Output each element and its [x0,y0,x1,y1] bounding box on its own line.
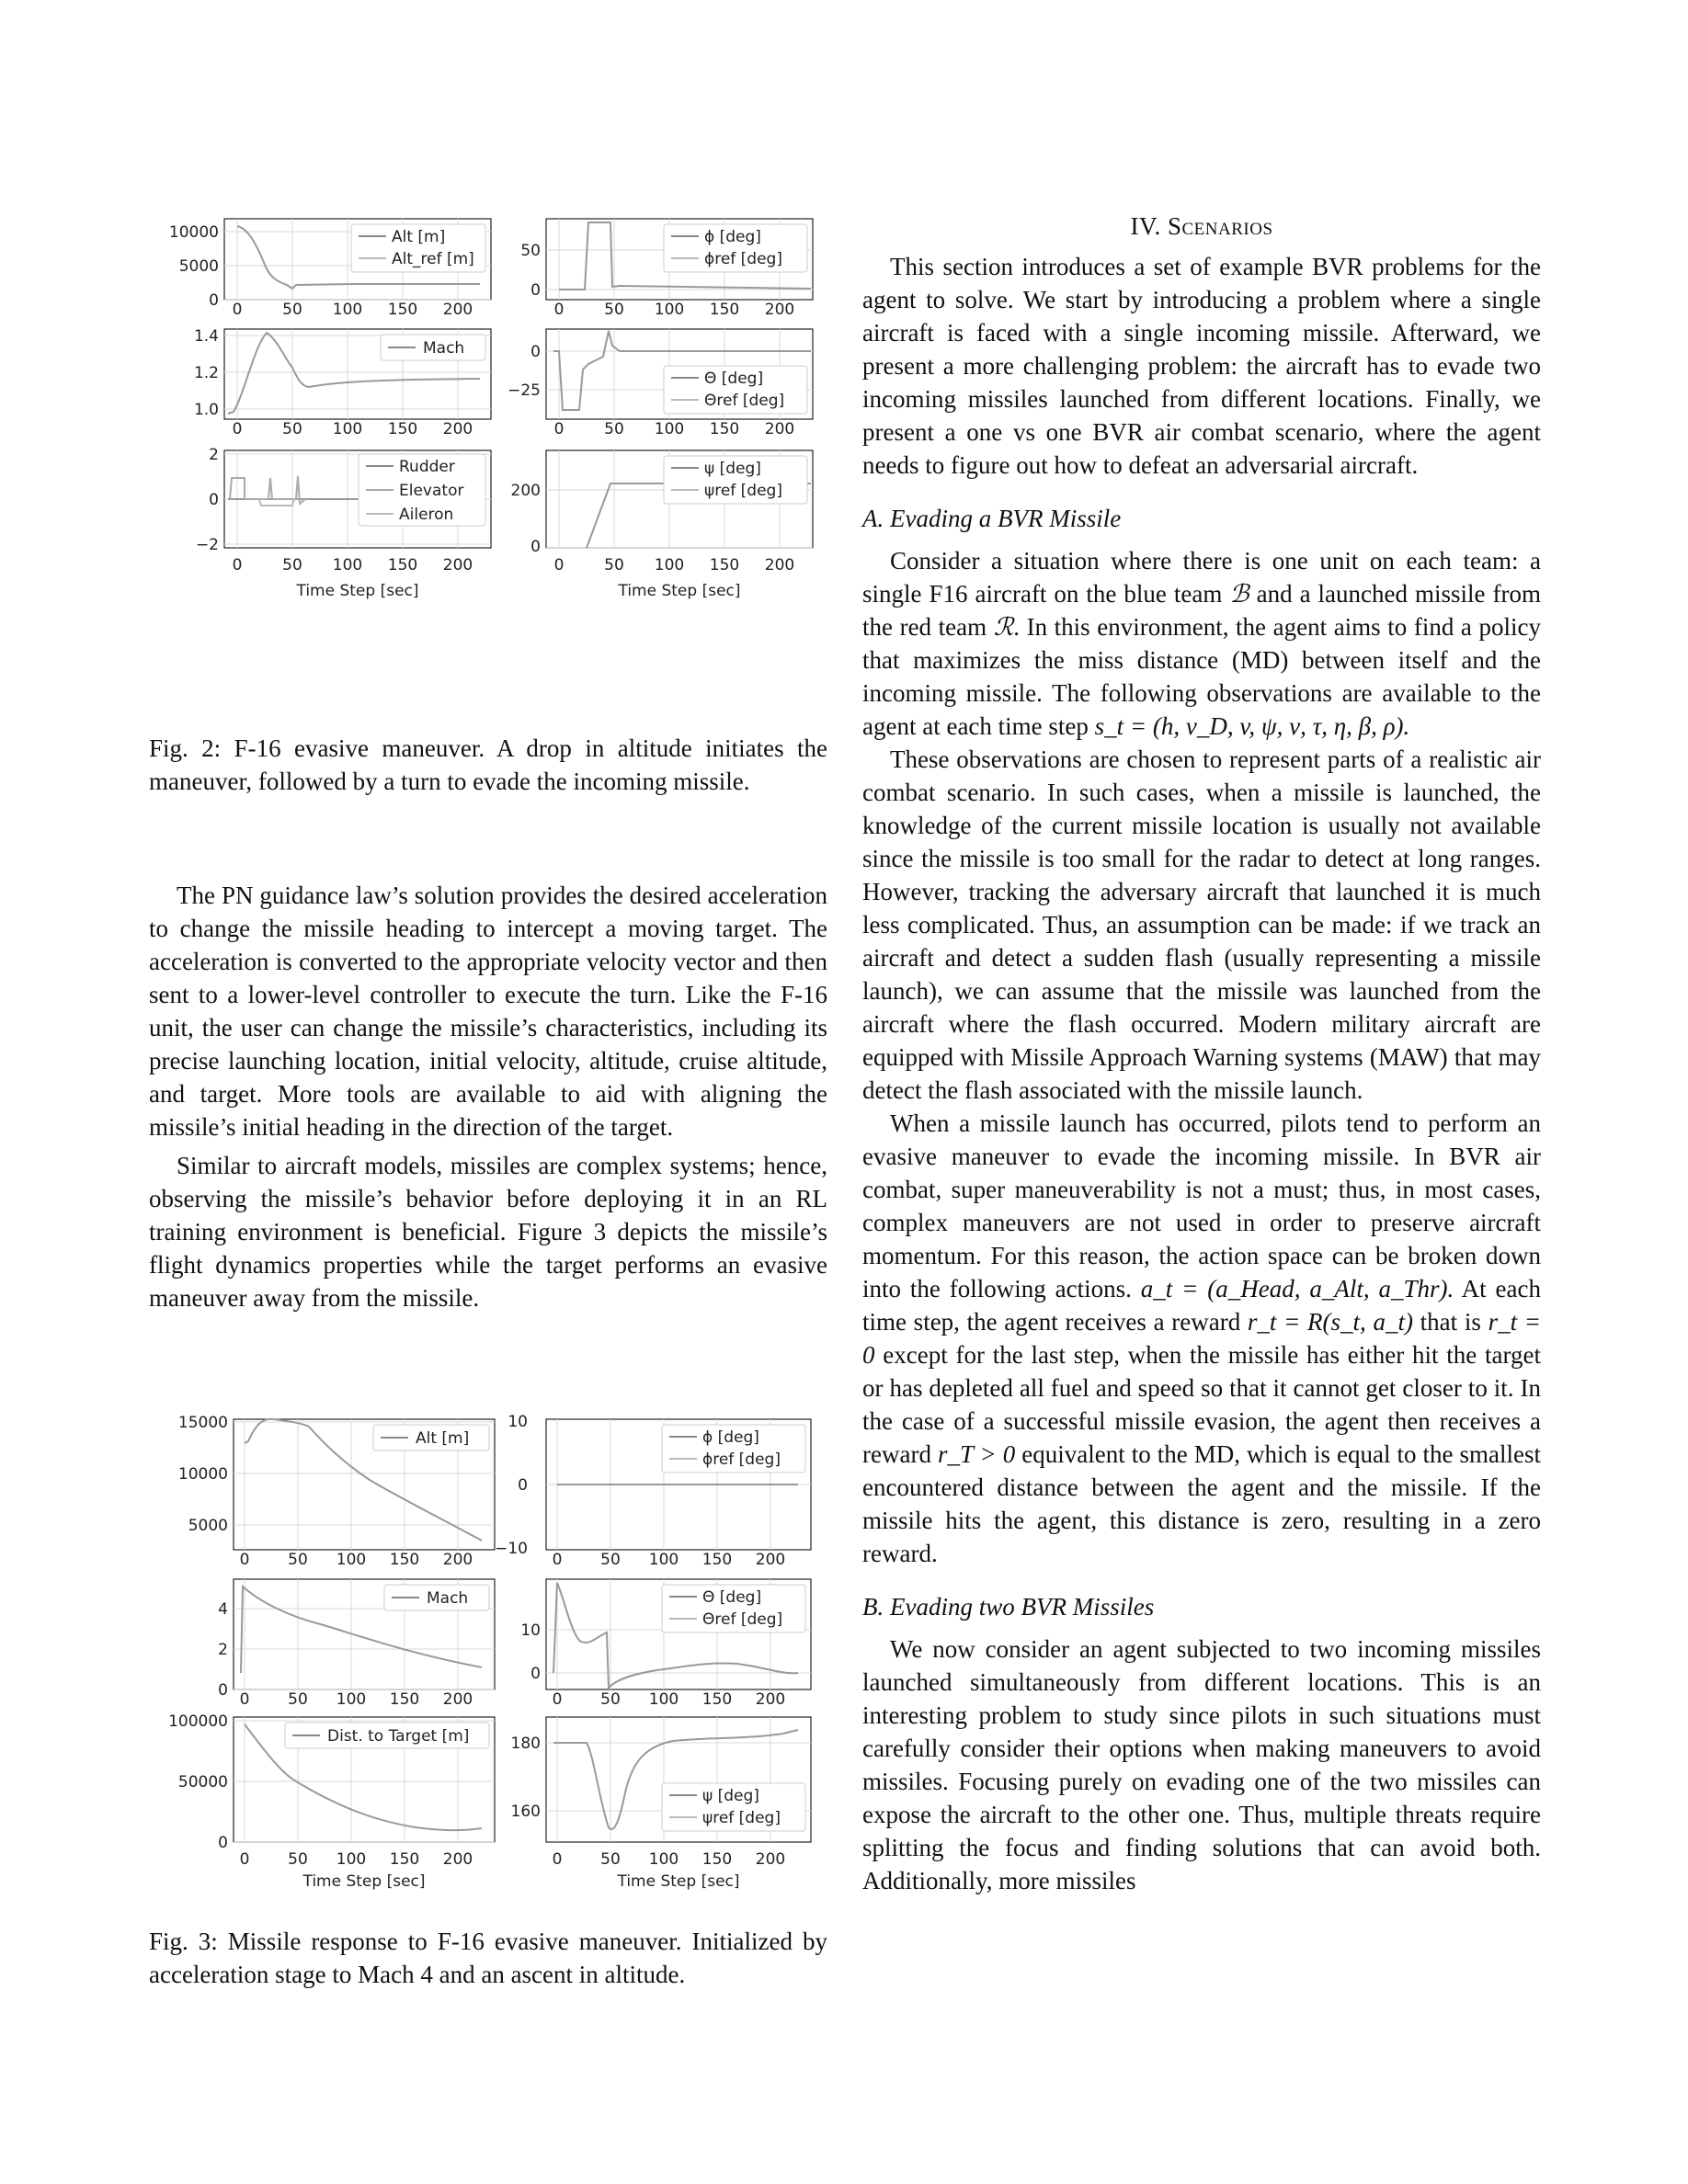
fig3-mach-ytick-0: 4 [218,1600,228,1619]
fig3-theta-legend-1: Θref [deg] [702,1610,783,1629]
fig2-alt-ytick-2: 0 [209,291,219,310]
fig2-psi-xtick-0: 0 [553,556,565,574]
fig2-phi-panel [520,219,813,319]
section-title: Scenarios [1167,212,1273,240]
fig2-caption-block [149,732,827,798]
fig3-phi-panel [495,1413,811,1569]
fig2-theta-ytick-1: −25 [508,381,541,400]
fig2-theta-xtick-2: 100 [654,420,685,438]
section-heading [862,210,1541,243]
figure-2-plots [149,210,829,724]
fig2-ctrl-legend-0: Rudder [399,458,455,476]
fig2-ctrl-ytick-1: 0 [209,491,219,509]
fig3-alt-xtick-4: 200 [442,1551,473,1569]
fig3-phi-ytick-2: −10 [495,1540,528,1558]
fig3-alt-xtick-1: 50 [288,1551,308,1569]
fig3-alt-legend-0: Alt [m] [416,1429,470,1448]
fig3-mach-xtick-1: 50 [288,1690,308,1709]
fig3-phi-legend-1: ϕref [deg] [702,1450,781,1469]
fig3-psi-xtick-0: 0 [552,1850,563,1869]
fig2-ctrl-panel [196,446,491,600]
fig2-psi-legend-0: ψ [deg] [704,460,761,478]
fig2-phi-xtick-2: 100 [654,301,685,319]
fig2-alt-xtick-4: 200 [442,301,473,319]
fig3-psi-xlabel: Time Step [sec] [617,1872,740,1891]
fig2-mach-xtick-4: 200 [442,420,473,438]
fig2-caption: Fig. 2: F-16 evasive maneuver. A drop in altitude initiates the maneuver, followed by a turn to evade the incoming missile. [149,734,827,795]
fig2-phi-xtick-3: 150 [709,301,740,319]
a3-post: equivalent to the MD, which is equal to the smallest encountered distance between the agent and the missile. If the missile hits the agent, this distance is zero, resulting in a zero reward. [862,1440,1541,1567]
fig3-phi-ytick-0: 10 [508,1413,528,1431]
fig3-theta-xtick-1: 50 [600,1690,621,1709]
fig3-dist-xtick-3: 150 [389,1850,420,1869]
fig2-phi-ytick-0: 50 [520,242,541,260]
right-column-text [862,210,1541,1897]
fig2-mach-xtick-0: 0 [232,420,243,438]
fig2-alt-legend-0: Alt [m] [392,228,446,246]
fig2-mach-xtick-2: 100 [332,420,363,438]
fig3-dist-ytick-1: 50000 [177,1773,228,1792]
subsection-a-title: A. Evading a BVR Missile [862,505,1122,532]
fig2-mach-ytick-0: 1.4 [193,327,219,346]
zero-reward-equation: r_t = 0 [862,1308,1542,1369]
fig3-alt-legend [373,1425,489,1450]
fig3-dist-legend-0: Dist. to Target [m] [327,1727,470,1746]
red-team-symbol: ℛ [993,613,1014,641]
fig2-ctrl-legend-2: Aileron [399,506,454,524]
a3-pre: When a missile launch has occurred, pilots tend to perform an evasive maneuver to evade the incoming missile. In BVR air combat, super maneuverability is not a must; thus, in most cases, complex maneuvers are not used in order to preserve aircraft momentum. For this reason, the action space can be broken down into the following actions. [862,1109,1541,1302]
fig3-psi-xtick-2: 100 [648,1850,679,1869]
fig3-mach-xtick-2: 100 [336,1690,367,1709]
fig3-psi-xtick-3: 150 [701,1850,733,1869]
a1-mid: and a launched missile from the red team [862,580,1541,641]
a1-pre: Consider a situation where there is one unit on each team: a single F16 aircraft on the blue team [862,547,1541,608]
fig2-mach-legend [381,335,485,360]
fig2-alt-xtick-3: 150 [387,301,418,319]
fig2-psi-xtick-3: 150 [709,556,740,574]
fig3-psi-xtick-1: 50 [600,1850,621,1869]
subsection-b-paragraph-1: We now consider an agent subjected to two incoming missiles launched simultaneously from different locations. This is an interesting problem to study since pilots in such situations must carefully consider their options when making maneuvers to avoid missiles. Focusing purely on evading one of the two missiles can expose the aircraft to the other one. Thus, multiple threats require splitting the focus and finding solutions that can avoid both. Additionally, more missiles [862,1635,1541,1894]
fig3-alt-xtick-3: 150 [389,1551,420,1569]
fig3-dist-panel [168,1712,495,1891]
fig2-phi-legend [664,224,807,272]
a3-mid3: except for the last step, when the missile has either hit the target or has depleted all fuel and speed so that it cannot get closer to it. In the case of a successful missile evasion, the agent then receives a reward [862,1341,1541,1468]
fig2-phi-xtick-1: 50 [604,301,624,319]
fig3-psi-ytick-1: 160 [510,1803,541,1821]
fig2-phi-legend-1: ϕref [deg] [704,250,782,268]
fig2-mach-panel [194,327,491,438]
fig3-psi-legend-1: ψref [deg] [702,1809,781,1827]
fig2-theta-xtick-0: 0 [553,420,565,438]
left-paragraph-1: The PN guidance law’s solution provides the desired acceleration to change the missile heading to intercept a moving target. The acceleration is converted to the appropriate velocity vector and then sent to a lower-level controller to execute the turn. Like the F-16 unit, the user can change the missile’s characteristics, including its precise launching location, initial velocity, altitude, cruise altitude, and target. More tools are available to aid with aligning the missile’s initial heading in the direction of the target. [149,882,827,1141]
fig2-psi-legend [664,456,807,504]
fig3-caption-block [149,1925,827,1991]
fig2-alt-panel [169,219,491,319]
figure-3 [149,1406,829,1903]
section-intro: This section introduces a set of example BVR problems for the agent to solve. We start by introducing a problem where a single aircraft is faced with a single incoming missile. Afterward, we present a more challenging problem: the aircraft has to evade two incoming missiles launched from different locations. Finally, we present a one vs one BVR air combat scenario, where the agent needs to figure out how to defeat an adversarial aircraft. [862,253,1541,479]
fig2-psi-ytick-0: 200 [510,482,541,500]
fig3-mach-ytick-1: 2 [218,1641,228,1659]
fig2-alt-xtick-0: 0 [232,301,243,319]
fig3-dist-ytick-2: 0 [218,1834,228,1852]
fig3-mach-xtick-4: 200 [442,1690,473,1709]
fig3-psi-ytick-0: 180 [510,1735,541,1753]
fig2-ctrl-xtick-2: 100 [332,556,363,574]
fig3-psi-panel [511,1717,811,1891]
fig3-mach-legend-0: Mach [427,1589,469,1608]
fig2-theta-xtick-1: 50 [604,420,624,438]
fig2-theta-panel [508,329,813,438]
fig3-mach-panel [218,1579,495,1709]
fig2-phi-xtick-4: 200 [764,301,795,319]
action-equation: a_t = (a_Head, a_Alt, a_Thr). [1140,1275,1454,1302]
fig3-theta-legend [662,1585,805,1632]
fig2-alt-xtick-1: 50 [282,301,302,319]
reward-equation: r_t = R(s_t, a_t) [1247,1308,1413,1336]
fig2-mach-xtick-3: 150 [387,420,418,438]
fig2-alt-xtick-2: 100 [332,301,363,319]
fig3-theta-xtick-3: 150 [701,1690,733,1709]
fig3-alt-ytick-0: 15000 [177,1414,228,1432]
fig3-phi-xtick-3: 150 [701,1551,733,1569]
subsection-a-paragraph-3 [862,1107,1541,1570]
fig2-theta-legend-1: Θref [deg] [704,392,785,410]
fig3-mach-xtick-0: 0 [239,1690,250,1709]
fig3-theta-xtick-0: 0 [552,1690,563,1709]
fig2-phi-xtick-0: 0 [553,301,565,319]
fig2-ctrl-xtick-1: 50 [282,556,302,574]
a3-mid1: At each time step, the agent receives a reward [862,1275,1541,1336]
fig3-phi-xtick-1: 50 [600,1551,621,1569]
fig3-phi-legend-0: ϕ [deg] [702,1428,759,1447]
fig2-ctrl-legend-1: Elevator [399,482,464,500]
fig2-mach-ytick-1: 1.2 [193,364,219,382]
blue-team-symbol: ℬ [1229,580,1249,608]
fig3-mach-ytick-2: 0 [218,1681,228,1700]
fig2-alt-legend [351,224,485,272]
fig2-alt-legend-1: Alt_ref [m] [392,250,474,268]
fig2-ctrl-xtick-3: 150 [387,556,418,574]
fig3-psi-legend-0: ψ [deg] [702,1787,759,1805]
fig3-alt-panel [178,1414,495,1569]
fig2-psi-ytick-1: 0 [530,538,541,556]
fig3-theta-panel [520,1579,811,1709]
fig3-dist-xtick-1: 50 [288,1850,308,1869]
fig2-ctrl-ytick-2: −2 [195,536,219,554]
fig2-ctrl-xtick-0: 0 [232,556,243,574]
fig2-theta-legend [664,366,807,414]
fig3-alt-xtick-2: 100 [336,1551,367,1569]
fig2-ctrl-legend [359,454,485,526]
fig2-psi-legend-1: ψref [deg] [704,482,782,500]
fig2-alt-ytick-0: 10000 [168,223,219,242]
left-paragraph-2: Similar to aircraft models, missiles are complex systems; hence, observing the missile’s behavior before deploying it in an RL training environment is beneficial. Figure 3 depicts the missile’s flight dynamics properties while the target performs an evasive maneuver away from the missile. [149,1152,827,1312]
fig2-theta-legend-0: Θ [deg] [704,370,764,388]
fig3-psi-xtick-4: 200 [755,1850,786,1869]
fig3-mach-xtick-3: 150 [389,1690,420,1709]
section-number: IV. [1130,212,1161,240]
fig3-mach-legend [384,1585,489,1610]
fig3-dist-legend [285,1723,489,1748]
fig3-theta-ytick-0: 10 [520,1621,541,1640]
fig2-mach-legend-0: Mach [423,339,465,358]
fig3-phi-xtick-2: 100 [648,1551,679,1569]
a1-post: . In this environment, the agent aims to find a policy that maximizes the miss distance (MD) between itself and the incoming missile. The following observations are available to the agent at each time step [862,613,1541,740]
fig3-phi-xtick-4: 200 [755,1551,786,1569]
fig2-psi-panel [511,450,813,600]
fig3-theta-xtick-2: 100 [648,1690,679,1709]
figure-3-plots [149,1406,829,1903]
fig3-dist-xtick-2: 100 [336,1850,367,1869]
subsection-b-title: B. Evading two BVR Missiles [862,1593,1155,1621]
fig2-phi-ytick-1: 0 [530,281,541,300]
fig2-psi-xlabel: Time Step [sec] [618,582,741,600]
fig2-ctrl-xlabel: Time Step [sec] [296,582,419,600]
observation-equation: s_t = (h, v_D, v, ψ, ν, τ, η, β, ρ). [1094,712,1410,740]
fig3-dist-xlabel: Time Step [sec] [302,1872,426,1891]
fig2-theta-xtick-3: 150 [709,420,740,438]
left-column-text [149,879,827,1314]
fig2-phi-legend-0: ϕ [deg] [704,228,761,246]
fig2-theta-xtick-4: 200 [764,420,795,438]
fig3-psi-legend [662,1783,805,1831]
fig3-dist-xtick-4: 200 [442,1850,473,1869]
fig3-theta-legend-0: Θ [deg] [702,1588,762,1607]
fig2-psi-xtick-4: 200 [764,556,795,574]
fig3-phi-ytick-1: 0 [518,1476,528,1495]
fig2-mach-ytick-2: 1.0 [193,401,219,419]
fig3-caption: Fig. 3: Missile response to F-16 evasive maneuver. Initialized by acceleration stage to Mach 4 and an ascent in altitude. [149,1928,827,1988]
subsection-a-paragraph-2: These observations are chosen to represent parts of a realistic air combat scenario. In such cases, when a missile is launched, the knowledge of the current missile location is usually not available since the missile is too small for the radar to detect at long ranges. However, tracking the adversary aircraft that launched it is much less complicated. Thus, an assumption can be made: if we track an aircraft and detect a sudden flash (usually representing a missile launch), we can assume that the missile was launched from the aircraft where the flash occurred. Modern military aircraft are equipped with Missile Approach Warning systems (MAW) that may detect the flash associated with the missile launch. [862,745,1541,1104]
subsection-a-paragraph-1 [862,544,1541,743]
fig3-phi-legend [662,1425,805,1473]
fig2-ctrl-xtick-4: 200 [442,556,473,574]
fig3-alt-ytick-1: 10000 [177,1465,228,1484]
fig2-theta-ytick-0: 0 [530,343,541,361]
terminal-reward-equation: r_T > 0 [937,1440,1016,1468]
fig3-alt-ytick-2: 5000 [188,1517,228,1535]
fig2-alt-ytick-1: 5000 [178,257,219,276]
fig3-theta-ytick-1: 0 [530,1665,541,1683]
fig2-psi-xtick-2: 100 [654,556,685,574]
fig3-dist-xtick-0: 0 [239,1850,250,1869]
fig2-psi-xtick-1: 50 [604,556,624,574]
fig3-phi-xtick-0: 0 [552,1551,563,1569]
fig2-ctrl-ytick-0: 2 [209,446,219,464]
fig3-theta-xtick-4: 200 [755,1690,786,1709]
a3-mid2: that is [1412,1308,1488,1336]
fig3-alt-xtick-0: 0 [239,1551,250,1569]
figure-2 [149,210,829,724]
fig3-dist-ytick-0: 100000 [168,1712,228,1731]
fig2-mach-xtick-1: 50 [282,420,302,438]
